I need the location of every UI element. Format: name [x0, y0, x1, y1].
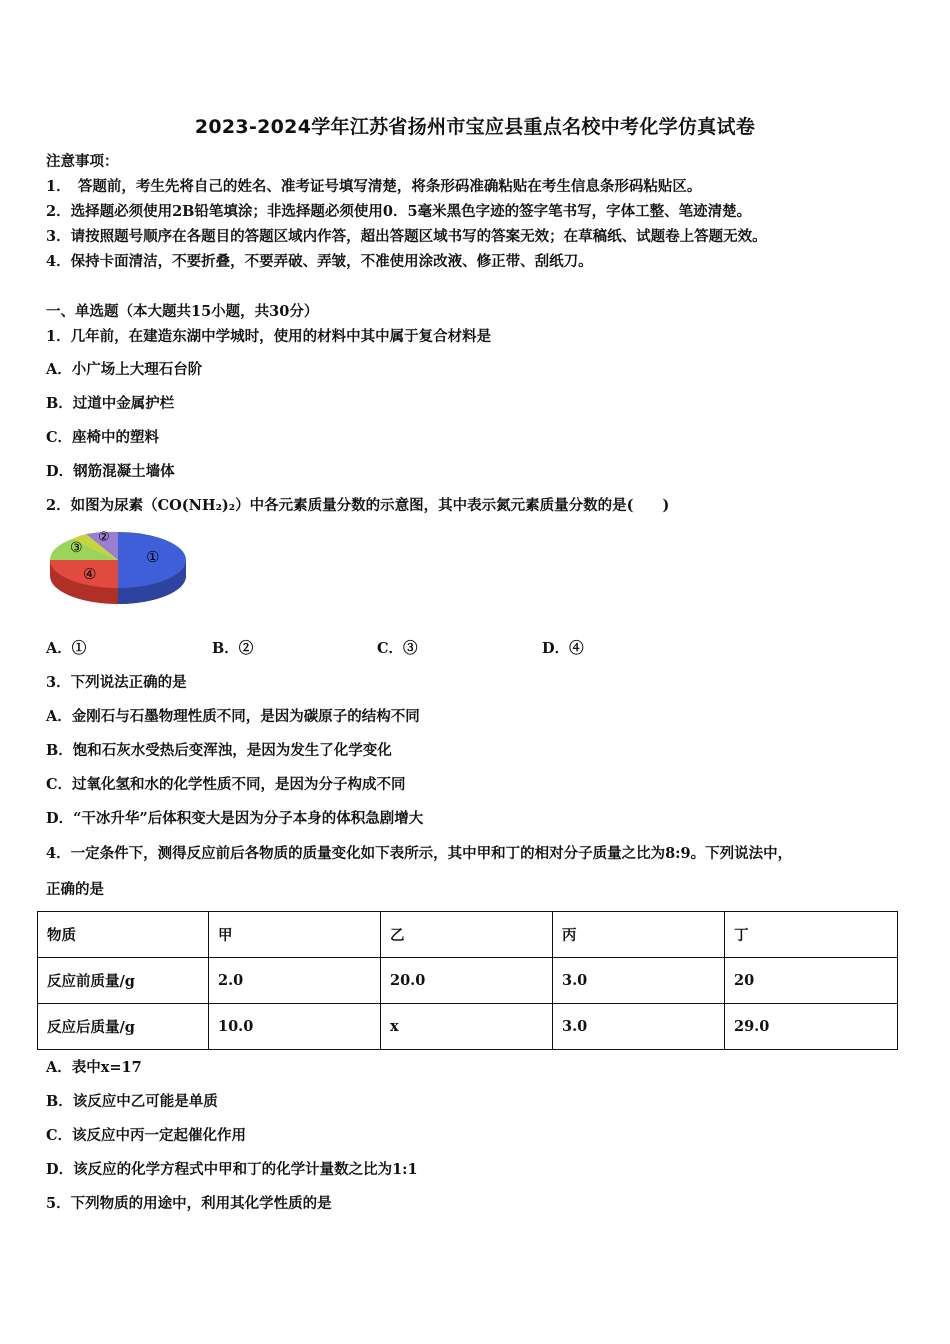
q3-option-c[interactable]: C．过氧化氢和水的化学性质不同，是因为分子构成不同: [46, 776, 406, 793]
q4-stem-line2: 正确的是: [46, 881, 104, 898]
page-title: 2023-2024学年江苏省扬州市宝应县重点名校中考化学仿真试卷: [194, 116, 756, 138]
table-cell: 反应后质量/g: [38, 1004, 209, 1050]
table-cell: 20.0: [381, 958, 553, 1004]
q5-stem: 5．下列物质的用途中，利用其化学性质的是: [46, 1195, 332, 1212]
q2-option-c[interactable]: C．③: [377, 640, 418, 657]
notice-item-3: 3．请按照题号顺序在各题目的答题区域内作答，超出答题区域书写的答案无效；在草稿纸、试题卷上答题无效。: [46, 228, 767, 245]
q2-option-d[interactable]: D．④: [542, 640, 584, 657]
pie-label-1: ①: [146, 548, 160, 566]
table-cell: 10.0: [209, 1004, 381, 1050]
notice-item-1: 1． 答题前，考生先将自己的姓名、准考证号填写清楚，将条形码准确粘贴在考生信息条形码粘贴区。: [46, 178, 702, 195]
mass-table: [37, 911, 898, 1050]
table-cell: 乙: [381, 912, 553, 958]
q3-option-a[interactable]: A．金刚石与石墨物理性质不同，是因为碳原子的结构不同: [46, 708, 420, 725]
table-cell: 甲: [209, 912, 381, 958]
q2-option-a[interactable]: A．①: [46, 640, 87, 657]
q2-option-b[interactable]: B．②: [212, 640, 254, 657]
notice-item-2: 2．选择题必须使用2B铅笔填涂；非选择题必须使用0．5毫米黑色字迹的签字笔书写，字体工整、笔迹清楚。: [46, 203, 752, 220]
notice-item-4: 4．保持卡面清洁，不要折叠，不要弄破、弄皱，不准使用涂改液、修正带、刮纸刀。: [46, 253, 593, 270]
table-row: [38, 958, 898, 1004]
q4-option-d[interactable]: D．该反应的化学方程式中甲和丁的化学计量数之比为1:1: [46, 1161, 418, 1178]
pie-label-3: ③: [70, 540, 83, 556]
table-row: [38, 1004, 898, 1050]
q4-option-b[interactable]: B．该反应中乙可能是单质: [46, 1093, 218, 1110]
table-cell: x: [381, 1004, 553, 1050]
q4-option-c[interactable]: C．该反应中丙一定起催化作用: [46, 1127, 247, 1144]
q1-option-c[interactable]: C．座椅中的塑料: [46, 429, 160, 446]
table-cell: 物质: [38, 912, 209, 958]
table-cell: 反应前质量/g: [38, 958, 209, 1004]
table-cell: 20: [725, 958, 898, 1004]
q1-option-a[interactable]: A．小广场上大理石台阶: [46, 361, 203, 378]
urea-pie-chart: [46, 524, 191, 612]
q4-option-a[interactable]: A．表中x=17: [46, 1059, 142, 1076]
q3-option-d[interactable]: D．“干冰升华”后体积变大是因为分子本身的体积急剧增大: [46, 810, 424, 827]
table-cell: 3.0: [553, 1004, 725, 1050]
table-cell: 丁: [725, 912, 898, 958]
pie-label-4: ④: [83, 565, 97, 583]
q3-option-b[interactable]: B．饱和石灰水受热后变浑浊，是因为发生了化学变化: [46, 742, 392, 759]
pie-label-2: ②: [98, 530, 110, 545]
q1-option-b[interactable]: B．过道中金属护栏: [46, 395, 175, 412]
table-cell: 丙: [553, 912, 725, 958]
notice-heading: 注意事项：: [46, 153, 119, 170]
q1-option-d[interactable]: D．钢筋混凝土墙体: [46, 463, 175, 480]
table-cell: 2.0: [209, 958, 381, 1004]
section-heading: 一、单选题（本大题共15小题，共30分）: [46, 303, 319, 320]
q4-stem-line1: 4．一定条件下，测得反应前后各物质的质量变化如下表所示，其中甲和丁的相对分子质量之比为8:9。下列说法中，: [46, 845, 793, 862]
table-header-row: [38, 912, 898, 958]
q1-stem: 1．几年前，在建造东湖中学城时，使用的材料中其中属于复合材料是: [46, 328, 492, 345]
table-cell: 29.0: [725, 1004, 898, 1050]
table-cell: 3.0: [553, 958, 725, 1004]
q2-stem: 2．如图为尿素（CO(NH₂)₂）中各元素质量分数的示意图，其中表示氮元素质量分数的是( ): [46, 497, 670, 514]
q3-stem: 3．下列说法正确的是: [46, 674, 187, 691]
